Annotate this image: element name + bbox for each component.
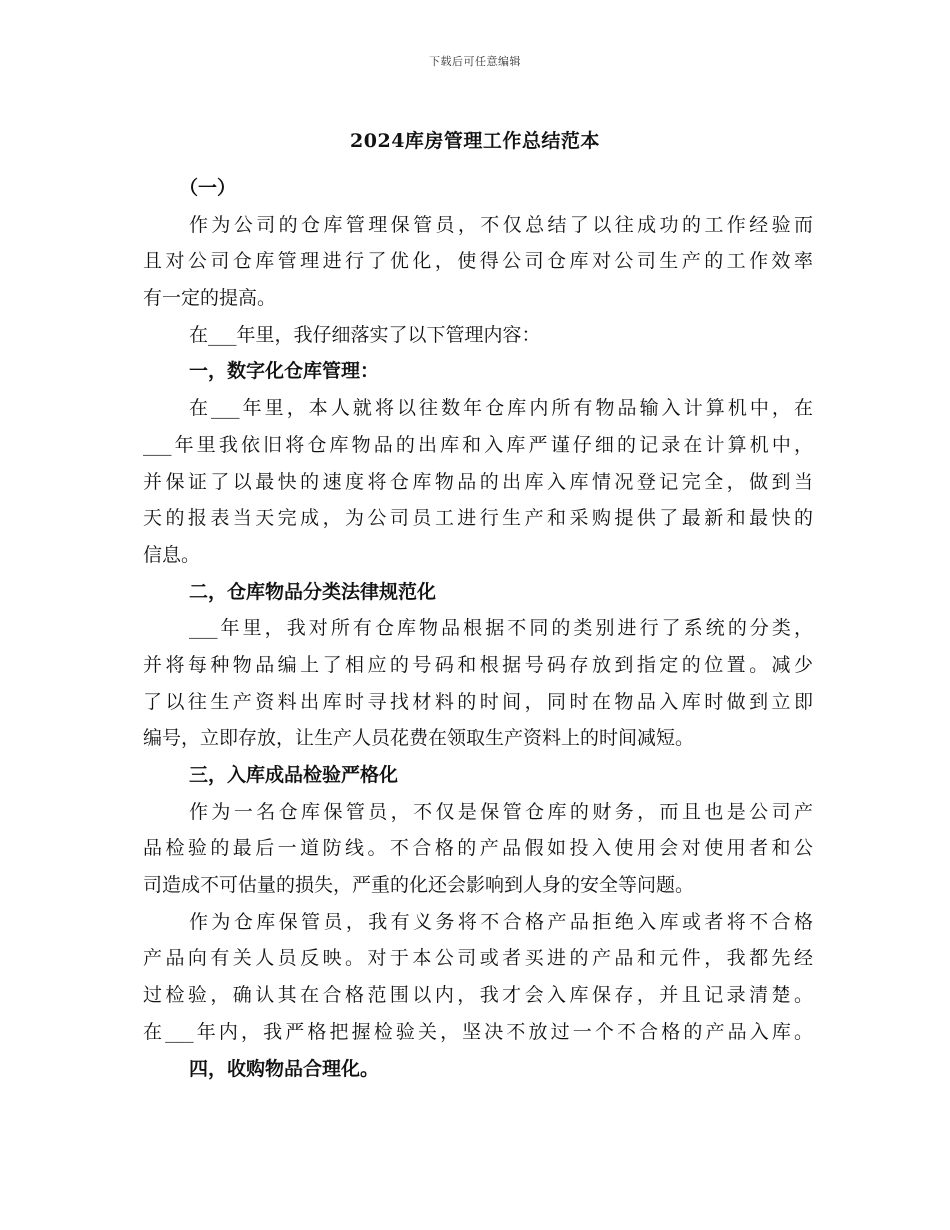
paragraph-line: ___年里我依旧将仓库物品的出库和入库严谨仔细的记录在计算机中， <box>143 433 813 456</box>
paragraph-line: 并将每种物品编上了相应的号码和根据号码存放到指定的位置。减少 <box>143 653 813 676</box>
section-heading: （一） <box>179 177 237 199</box>
document-body <box>143 170 813 1087</box>
paragraph-line: ___年里，我对所有仓库物品根据不同的类别进行了系统的分类， <box>189 617 813 640</box>
paragraph-line: 在___年里，本人就将以往数年仓库内所有物品输入计算机中，在 <box>189 397 813 420</box>
paragraph-line: 并保证了以最快的速度将仓库物品的出库入库情况登记完全，做到当 <box>143 470 813 493</box>
paragraph-line: 信息。 <box>143 543 201 566</box>
section-heading: 三，入库成品检验严格化 <box>189 764 399 786</box>
paragraph-line: 有一定的提高。 <box>143 287 277 310</box>
section-heading: 二，仓库物品分类法律规范化 <box>189 580 437 603</box>
document-title: 2024库房管理工作总结范本 <box>350 130 600 152</box>
paragraph-line: 司造成不可估量的损失，严重的化还会影响到人身的安全等问题。 <box>143 874 695 897</box>
paragraph-line: 作为仓库保管员，我有义务将不合格产品拒绝入库或者将不合格 <box>189 910 813 933</box>
paragraph-line: 在___年内，我严格把握检验关，坚决不放过一个不合格的产品入库。 <box>143 1020 813 1043</box>
paragraph-line: 作为一名仓库保管员，不仅是保管仓库的财务，而且也是公司产 <box>189 800 813 823</box>
section-heading: 四，收购物品合理化。 <box>189 1057 380 1080</box>
paragraph-line: 且对公司仓库管理进行了优化，使得公司仓库对公司生产的工作效率 <box>143 250 813 273</box>
paragraph-line: 产品向有关人员反映。对于本公司或者买进的产品和元件，我都先经 <box>143 947 813 970</box>
paragraph-line: 编号，立即存放，让生产人员花费在领取生产资料上的时间减短。 <box>143 727 695 750</box>
paragraph-line: 天的报表当天完成，为公司员工进行生产和采购提供了最新和最快的 <box>143 507 813 530</box>
paragraph-line: 作为公司的仓库管理保管员，不仅总结了以往成功的工作经验而 <box>189 213 813 236</box>
page-header-note: 下载后可任意编辑 <box>429 55 521 68</box>
paragraph-line: 过检验，确认其在合格范围以内，我才会入库保存，并且记录清楚。 <box>143 984 813 1007</box>
paragraph-line: 在___年里，我仔细落实了以下管理内容： <box>189 323 541 346</box>
section-heading: 一，数字化仓库管理： <box>189 360 380 383</box>
paragraph-line: 了以往生产资料出库时寻找材料的时间，同时在物品入库时做到立即 <box>143 690 813 713</box>
paragraph-line: 品检验的最后一道防线。不合格的产品假如投入使用会对使用者和公 <box>143 837 813 860</box>
